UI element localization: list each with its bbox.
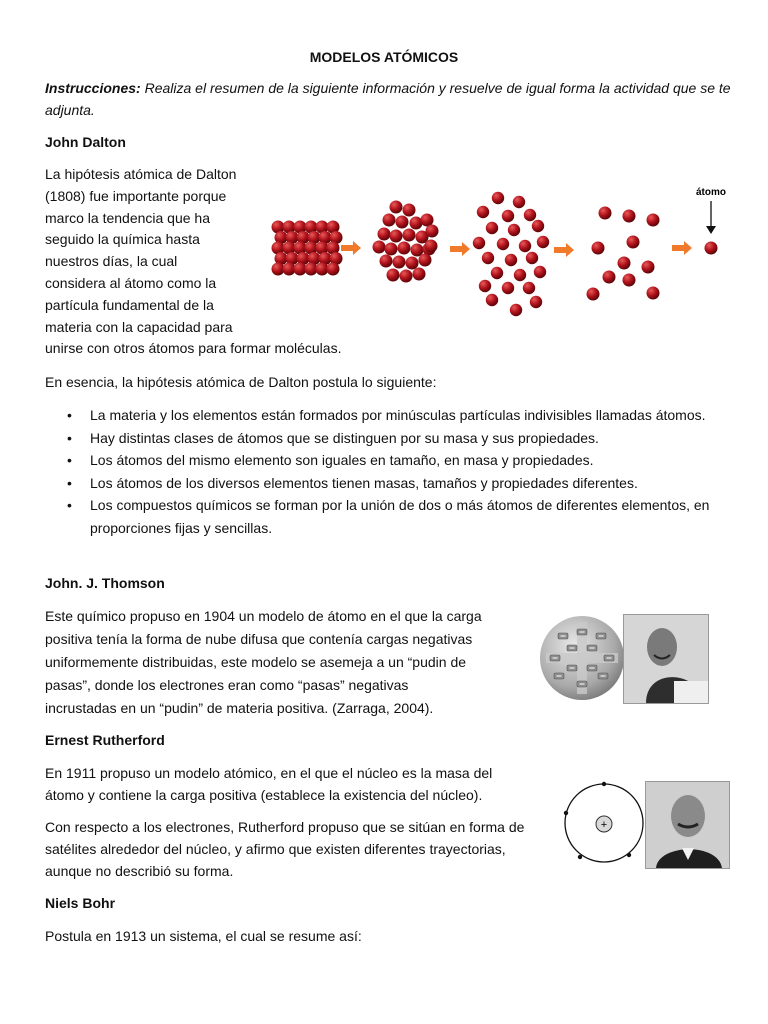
- atom-ball: [425, 240, 438, 253]
- rutherford-line: aunque no describió su forma.: [45, 863, 234, 879]
- atom-ball: [403, 229, 416, 242]
- list-item: [45, 449, 735, 472]
- electron: [627, 853, 631, 857]
- atom-ball: [705, 242, 718, 255]
- atom-ball: [410, 217, 423, 230]
- dalton-line: marco la tendencia que ha: [45, 209, 210, 226]
- thomson-paragraph: [45, 605, 482, 720]
- thomson-line: Este químico propuso en 1904 un modelo de átomo en el que la carga: [45, 608, 482, 624]
- bullet-icon: •: [67, 452, 72, 468]
- bullet-icon: •: [67, 497, 72, 513]
- rutherford-line: Con respecto a los electrones, Rutherford propuso que se sitúan en forma de: [45, 819, 525, 835]
- postulate-text: Los átomos del mismo elemento son iguales en tamaño, en masa y propiedades.: [90, 452, 594, 468]
- atom-ball: [510, 304, 522, 316]
- postulate-text: Hay distintas clases de átomos que se distinguen por su masa y sus propiedades.: [90, 429, 599, 446]
- bohr-paragraph: Postula en 1913 un sistema, el cual se resume así:: [45, 928, 362, 944]
- atom-ball: [513, 196, 525, 208]
- postulate-text: Los átomos de los diversos elementos tienen masas, tamaños y propiedades diferentes.: [90, 474, 638, 491]
- atom-ball: [482, 252, 494, 264]
- atom-ball: [505, 254, 517, 266]
- process-arrow-icon: [341, 241, 361, 255]
- atom-ball: [383, 214, 396, 227]
- atom-ball: [502, 210, 514, 222]
- atom-ball: [532, 220, 544, 232]
- atom-ball: [623, 274, 636, 287]
- thomson-pudding-model: [539, 614, 625, 702]
- atom-ball: [502, 282, 514, 294]
- bullet-icon: •: [67, 407, 72, 423]
- atomo-pointer-arrowhead: [706, 226, 716, 234]
- rutherford-line: átomo y contiene la carga positiva (establece la existencia del núcleo).: [45, 787, 483, 803]
- portrait-figure: [646, 782, 729, 868]
- electron: [578, 855, 582, 859]
- atom-ball: [426, 225, 439, 238]
- thomson-line: uniformemente distribuidas, este modelo se asemeja a un “pudin de: [45, 654, 467, 670]
- dalton-line: unirse con otros átomos para formar moléculas.: [45, 340, 342, 357]
- atom-ball: [642, 261, 655, 274]
- atom-ball: [491, 267, 503, 279]
- dalton-line: (1808) fue importante porque: [45, 187, 227, 204]
- atom-ball: [385, 243, 398, 256]
- atom-ball: [526, 252, 538, 264]
- heading-bohr: Niels Bohr: [45, 895, 116, 911]
- process-arrow-icon: [554, 243, 574, 257]
- atom-ball: [477, 206, 489, 218]
- atom-ball: [508, 224, 520, 236]
- heading-dalton: John Dalton: [45, 134, 126, 150]
- dalton-postulates-list: [45, 404, 735, 539]
- atom-ball: [378, 228, 391, 241]
- atom-ball: [519, 240, 531, 252]
- list-item: [45, 427, 735, 450]
- rutherford-paragraph-1: [45, 762, 492, 806]
- instructions-text: Realiza el resumen de la siguiente información y resuelve de igual forma la actividad que se te adjunta.: [45, 80, 731, 118]
- dalton-intro: En esencia, la hipótesis atómica de Dalton postula lo siguiente:: [45, 374, 437, 390]
- atom-ball: [492, 192, 504, 204]
- atom-ball: [473, 237, 485, 249]
- atom-ball: [599, 207, 612, 220]
- atom-ball: [398, 242, 411, 255]
- thomson-line: positiva tenía la forma de nube difusa que contenía cargas negativas: [45, 631, 473, 647]
- thomson-line: incrustadas en un “pudin” de materia positiva. (Zarraga, 2004).: [45, 700, 434, 716]
- atom-ball: [524, 209, 536, 221]
- atom-ball: [603, 271, 616, 284]
- heading-thomson: John. J. Thomson: [45, 575, 165, 591]
- atom-ball: [618, 257, 631, 270]
- atom-ball: [647, 214, 660, 227]
- atom-ball: [327, 263, 340, 276]
- atom-ball: [514, 269, 526, 281]
- atom-ball: [647, 287, 660, 300]
- atom-ball: [413, 268, 426, 281]
- electron: [602, 782, 606, 786]
- atom-ball: [497, 238, 509, 250]
- bullet-icon: •: [67, 429, 72, 446]
- bullet-icon: •: [67, 474, 72, 491]
- atom-ball: [387, 269, 400, 282]
- list-item: [45, 494, 735, 539]
- postulate-text: La materia y los elementos están formados por minúsculas partículas indivisibles llamadas átomos.: [90, 407, 706, 423]
- dalton-line: materia con la capacidad para: [45, 318, 233, 335]
- atom-ball: [623, 210, 636, 223]
- dalton-line: considera al átomo como la: [45, 274, 217, 291]
- atom-ball: [373, 241, 386, 254]
- nucleus-symbol: +: [600, 819, 608, 831]
- atom-ball: [592, 242, 605, 255]
- atom-ball: [523, 282, 535, 294]
- atom-ball: [486, 294, 498, 306]
- dalton-atom-figure: [268, 180, 738, 325]
- dalton-line: seguido la química hasta: [45, 231, 200, 248]
- rutherford-portrait: [645, 781, 730, 869]
- instructions: [45, 77, 735, 121]
- atom-ball: [396, 216, 409, 229]
- process-arrow-icon: [450, 242, 470, 256]
- page-title: MODELOS ATÓMICOS: [309, 49, 459, 65]
- thomson-portrait: [623, 614, 709, 704]
- atom-ball: [380, 255, 393, 268]
- electron: [564, 811, 568, 815]
- atom-ball: [534, 266, 546, 278]
- atom-ball: [393, 256, 406, 269]
- process-arrow-icon: [672, 241, 692, 255]
- instructions-label: Instrucciones:: [45, 80, 141, 96]
- rutherford-line: En 1911 propuso un modelo atómico, en el que el núcleo es la masa del: [45, 765, 493, 781]
- atom-ball: [390, 201, 403, 214]
- dalton-line: partícula fundamental de la: [45, 296, 214, 313]
- atom-ball: [627, 236, 640, 249]
- list-item: [45, 472, 735, 495]
- atom-ball: [419, 254, 432, 267]
- atom-ball: [403, 204, 416, 217]
- atom-ball: [390, 230, 403, 243]
- rutherford-paragraph-2: [45, 816, 524, 882]
- atomo-label: átomo: [696, 187, 726, 198]
- atom-ball: [406, 257, 419, 270]
- portrait-figure: [624, 615, 708, 703]
- thomson-line: pasas”, donde los electrones eran como “pasas” negativas: [45, 677, 409, 693]
- atom-ball: [479, 280, 491, 292]
- atom-ball: [400, 270, 413, 283]
- list-item: [45, 404, 735, 427]
- dalton-line: La hipótesis atómica de Dalton: [45, 166, 237, 182]
- atom-ball: [587, 288, 600, 301]
- rutherford-orbit-model: [562, 781, 646, 865]
- rutherford-line: satélites alrededor del núcleo, y afirmo que existen diferentes trayectorias,: [45, 841, 506, 857]
- atom-ball: [530, 296, 542, 308]
- heading-rutherford: Ernest Rutherford: [45, 732, 165, 748]
- atom-ball: [537, 236, 549, 248]
- dalton-line: nuestros días, la cual: [45, 253, 178, 270]
- atom-ball: [486, 222, 498, 234]
- postulate-text: Los compuestos químicos se forman por la unión de dos o más átomos de diferentes elementos, en proporciones fijas y sencillas.: [90, 497, 710, 536]
